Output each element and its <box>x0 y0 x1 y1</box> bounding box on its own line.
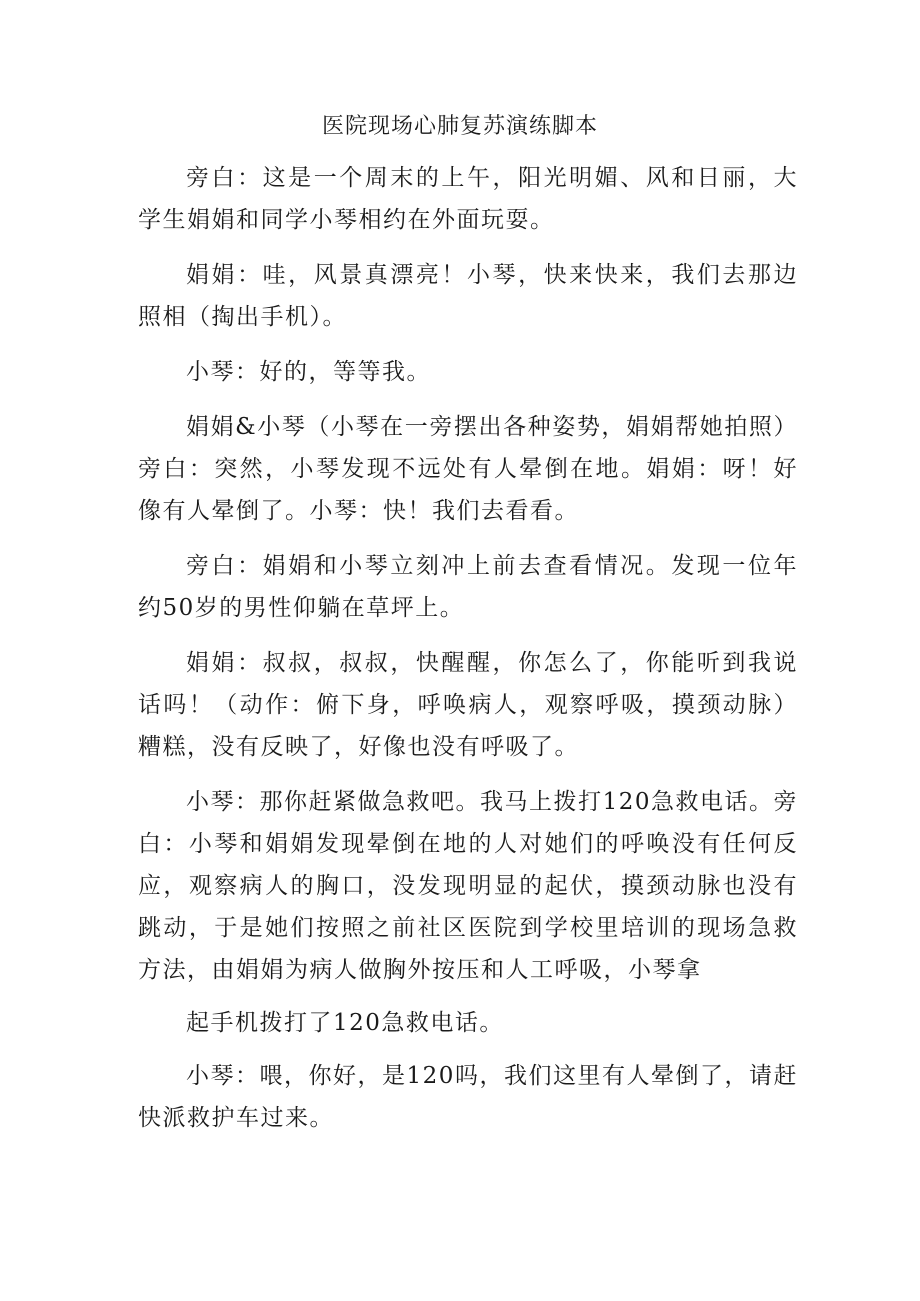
paragraph-xiaoqin-reply: 小琴：好的，等等我。 <box>186 359 431 385</box>
paragraph-discover-fainted: 娟娟&小琴（小琴在一旁摆出各种姿势，娟娟帮她拍照）旁白：突然，小琴发现不远处有人晕倒在地。娟娟：呀！好像有人晕倒了。小琴：快！我们去看看。 <box>138 414 798 524</box>
paragraph-narration-check: 旁白：娟娟和小琴立刻冲上前去查看情况。发现一位年约50岁的男性仰躺在草坪上。 <box>138 553 798 621</box>
paragraph-xiaoqin-call: 小琴：那你赶紧做急救吧。我马上拨打120急救电话。旁白：小琴和娟娟发现晕倒在地的人对她们的呼唤没有任何反应，观察病人的胸口，没发现明显的起伏，摸颈动脉也没有跳动，于是她们按照之前社区医院到学校里培训的现场急救方法，由娟娟为病人做胸外按压和人工呼吸，小琴拿 <box>138 789 798 983</box>
paragraph-dial-120: 起手机拨打了120急救电话。 <box>186 1010 504 1036</box>
document-title: 医院现场心肺复苏演练脚本 <box>321 114 598 139</box>
document-body <box>138 157 798 1152</box>
paragraph-juanjuan-assess: 娟娟：叔叔，叔叔，快醒醒，你怎么了，你能听到我说话吗！（动作：俯下身，呼唤病人，观察呼吸，摸颈动脉）糟糕，没有反映了，好像也没有呼吸了。 <box>138 650 798 760</box>
paragraph-juanjuan-photo: 娟娟：哇，风景真漂亮！小琴，快来快来，我们去那边照相（掏出手机）。 <box>138 262 798 330</box>
paragraph-phone-call: 小琴：喂，你好，是120吗，我们这里有人晕倒了，请赶快派救护车过来。 <box>138 1063 798 1131</box>
paragraph-narration-intro: 旁白：这是一个周末的上午，阳光明媚、风和日丽，大学生娟娟和同学小琴相约在外面玩耍。 <box>138 165 798 233</box>
